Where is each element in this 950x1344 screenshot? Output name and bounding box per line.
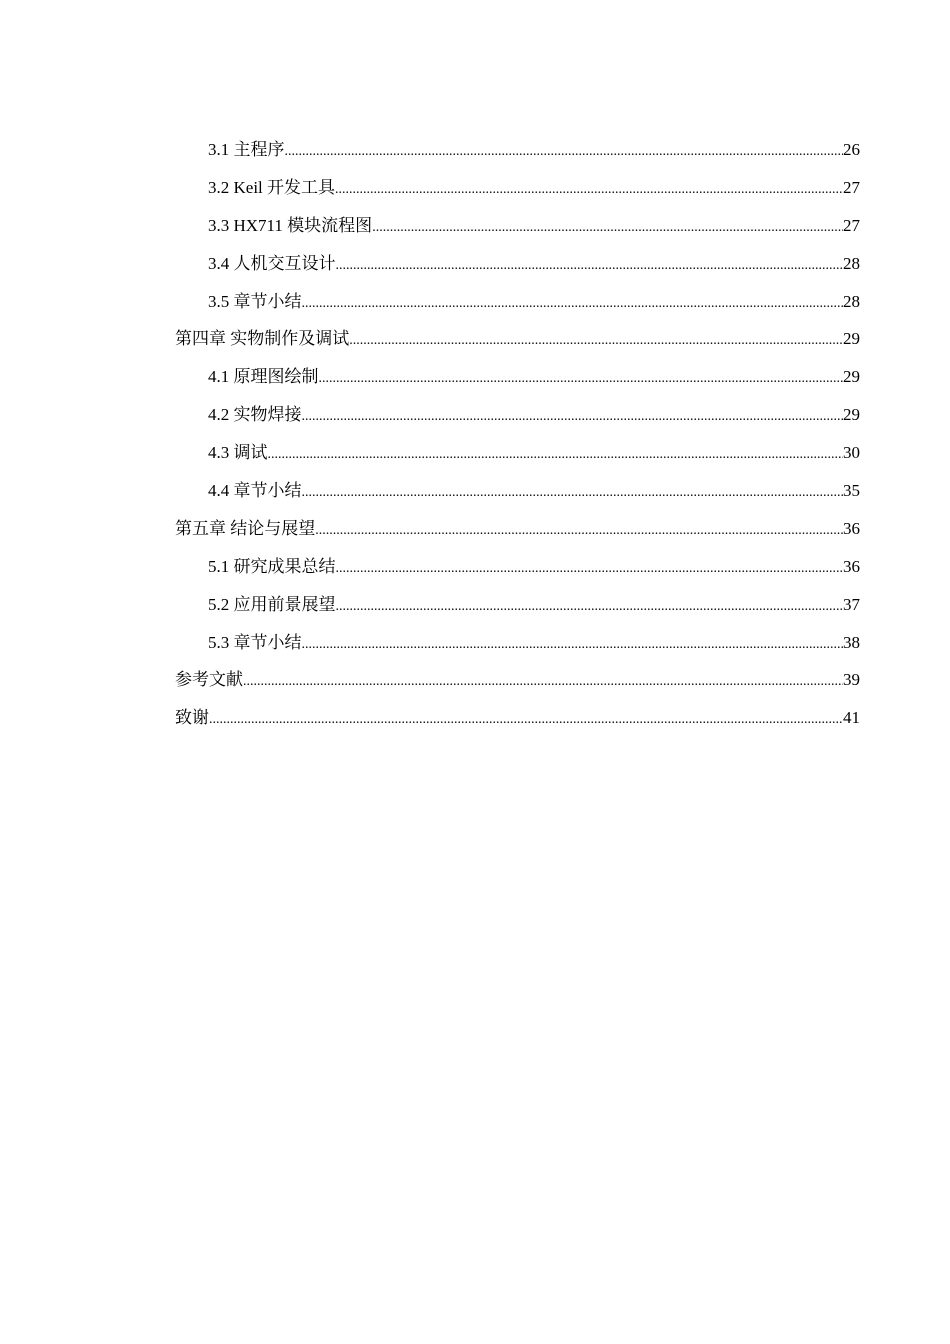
toc-entry-label: 参考文献	[175, 670, 243, 690]
toc-page-number: 27	[843, 215, 860, 235]
toc-dot-leader	[336, 554, 844, 584]
toc-dot-leader	[243, 667, 843, 697]
toc-dot-leader	[335, 175, 843, 205]
toc-dot-leader	[336, 251, 844, 281]
toc-dot-leader	[209, 705, 843, 735]
toc-dot-leader	[372, 213, 843, 243]
toc-dot-leader	[302, 478, 844, 508]
toc-entry-label: 4.1 原理图绘制	[208, 367, 319, 387]
toc-entry-label: 3.4 人机交互设计	[208, 253, 336, 273]
toc-page-number: 36	[843, 556, 860, 576]
toc-dot-leader	[285, 137, 844, 167]
toc-entry[interactable]	[175, 590, 860, 628]
toc-entry[interactable]	[175, 211, 860, 249]
toc-entry[interactable]	[175, 135, 860, 173]
toc-entry-label: 5.3 章节小结	[208, 632, 302, 652]
toc-entry-label: 5.1 研究成果总结	[208, 556, 336, 576]
toc-dot-leader	[336, 592, 844, 622]
toc-chapter-entry[interactable]	[175, 324, 860, 362]
toc-dot-leader	[319, 364, 844, 394]
toc-page-number: 36	[843, 518, 860, 538]
toc-entry-label: 3.5 章节小结	[208, 291, 302, 311]
toc-page-number: 29	[843, 329, 860, 349]
toc-entry-label: 第五章 结论与展望	[175, 518, 316, 538]
toc-entry-label: 3.3 HX711 模块流程图	[208, 215, 373, 235]
toc-dot-leader	[302, 289, 844, 319]
toc-entry-label: 5.2 应用前景展望	[208, 594, 336, 614]
toc-entry[interactable]	[175, 476, 860, 514]
toc-dot-leader	[268, 440, 844, 470]
toc-page-number: 38	[843, 632, 860, 652]
toc-entry[interactable]	[175, 287, 860, 325]
toc-entry[interactable]	[175, 628, 860, 666]
toc-entry-label: 4.2 实物焊接	[208, 405, 302, 425]
toc-chapter-entry[interactable]	[175, 665, 860, 703]
toc-entry-label: 4.3 调试	[208, 443, 268, 463]
toc-page-number: 26	[843, 140, 860, 159]
toc-dot-leader	[302, 402, 844, 432]
toc-entry[interactable]	[175, 173, 860, 211]
toc-page-number: 29	[843, 367, 860, 387]
toc-entry-label: 致谢	[175, 708, 209, 728]
toc-entry-label: 4.4 章节小结	[208, 481, 302, 501]
toc-chapter-entry[interactable]	[175, 514, 860, 552]
toc-entry-label: 3.1 主程序	[208, 140, 285, 159]
toc-chapter-entry[interactable]	[175, 703, 860, 741]
toc-page-number: 35	[843, 481, 860, 501]
toc-page-number: 41	[843, 708, 860, 728]
toc-entry[interactable]	[175, 362, 860, 400]
toc-page-number: 28	[843, 291, 860, 311]
toc-dot-leader	[302, 630, 844, 660]
toc-page-number: 27	[843, 177, 860, 197]
toc-dot-leader	[349, 326, 843, 356]
toc-entry[interactable]	[175, 249, 860, 287]
toc-dot-leader	[315, 516, 843, 546]
toc-entry[interactable]	[175, 552, 860, 590]
toc-page-number: 28	[843, 253, 860, 273]
toc-page-number: 37	[843, 594, 860, 614]
toc-entry-label: 第四章 实物制作及调试	[175, 329, 350, 349]
toc-page-number: 29	[843, 405, 860, 425]
toc-page-number: 39	[843, 670, 860, 690]
table-of-contents	[175, 135, 860, 741]
toc-page-number: 30	[843, 443, 860, 463]
toc-entry-label: 3.2 Keil 开发工具	[208, 177, 336, 197]
toc-entry[interactable]	[175, 400, 860, 438]
toc-entry[interactable]	[175, 438, 860, 476]
